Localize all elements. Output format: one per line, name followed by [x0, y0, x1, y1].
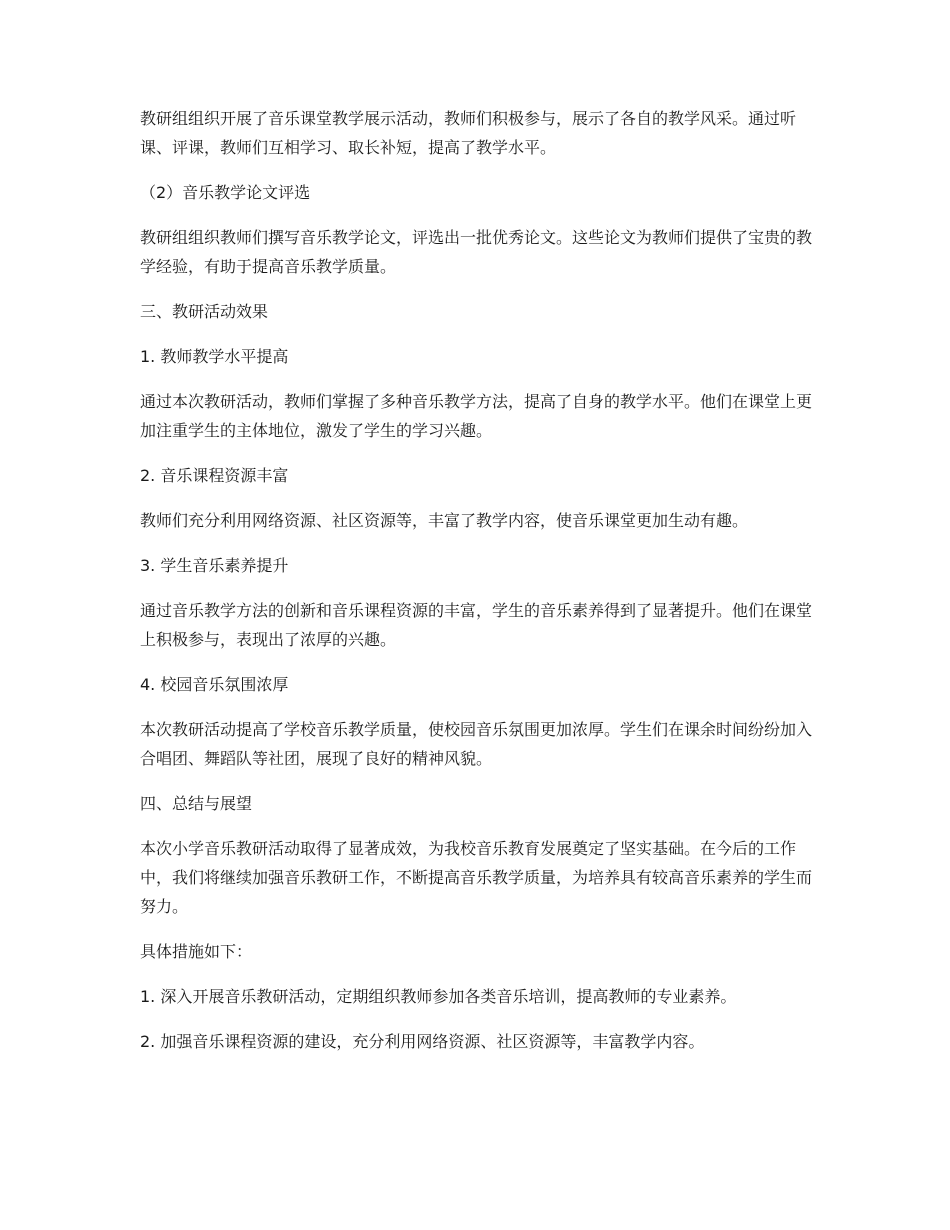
heading-item-3: 3. 学生音乐素养提升: [140, 556, 289, 575]
paragraph-measure-2: 2. 加强音乐课程资源的建设，充分利用网络资源、社区资源等，丰富教学内容。: [140, 1032, 705, 1051]
heading-item-2: 2. 音乐课程资源丰富: [140, 466, 289, 485]
heading-section-three: 三、教研活动效果: [140, 302, 269, 321]
heading-item-4: 4. 校园音乐氛围浓厚: [140, 675, 289, 694]
heading-measures: 具体措施如下：: [140, 942, 253, 961]
paragraph-item-4: 本次教研活动提高了学校音乐教学质量，使校园音乐氛围更加浓厚。学生们在课余时间纷纷加入合唱团、舞蹈队等社团，展现了良好的精神风貌。: [140, 720, 813, 768]
paragraph-paper-selection: 教研组组织教师们撰写音乐教学论文，评选出一批优秀论文。这些论文为教师们提供了宝贵的教学经验，有助于提高音乐教学质量。: [140, 228, 813, 276]
paragraph-summary: 本次小学音乐教研活动取得了显著成效，为我校音乐教育发展奠定了坚实基础。在今后的工作中，我们将继续加强音乐教研工作，不断提高音乐教学质量，为培养具有较高音乐素养的学生而努力。: [140, 839, 813, 916]
paragraph-item-3: 通过音乐教学方法的创新和音乐课程资源的丰富，学生的音乐素养得到了显著提升。他们在课堂上积极参与，表现出了浓厚的兴趣。: [140, 601, 813, 649]
paragraph-measure-1: 1. 深入开展音乐教研活动，定期组织教师参加各类音乐培训，提高教师的专业素养。: [140, 987, 737, 1006]
paragraph-item-1: 通过本次教研活动，教师们掌握了多种音乐教学方法，提高了自身的教学水平。他们在课堂上更加注重学生的主体地位，激发了学生的学习兴趣。: [140, 392, 813, 440]
heading-item-1: 1. 教师教学水平提高: [140, 347, 289, 366]
paragraph-teaching-showcase: 教研组组织开展了音乐课堂教学展示活动，教师们积极参与，展示了各自的教学风采。通过听课、评课，教师们互相学习、取长补短，提高了教学水平。: [140, 109, 797, 157]
paragraph-item-2: 教师们充分利用网络资源、社区资源等，丰富了教学内容，使音乐课堂更加生动有趣。: [140, 511, 749, 530]
heading-paper-selection: （2）音乐教学论文评选: [140, 183, 311, 202]
heading-section-four: 四、总结与展望: [140, 794, 253, 813]
document-page: [140, 104, 820, 1072]
